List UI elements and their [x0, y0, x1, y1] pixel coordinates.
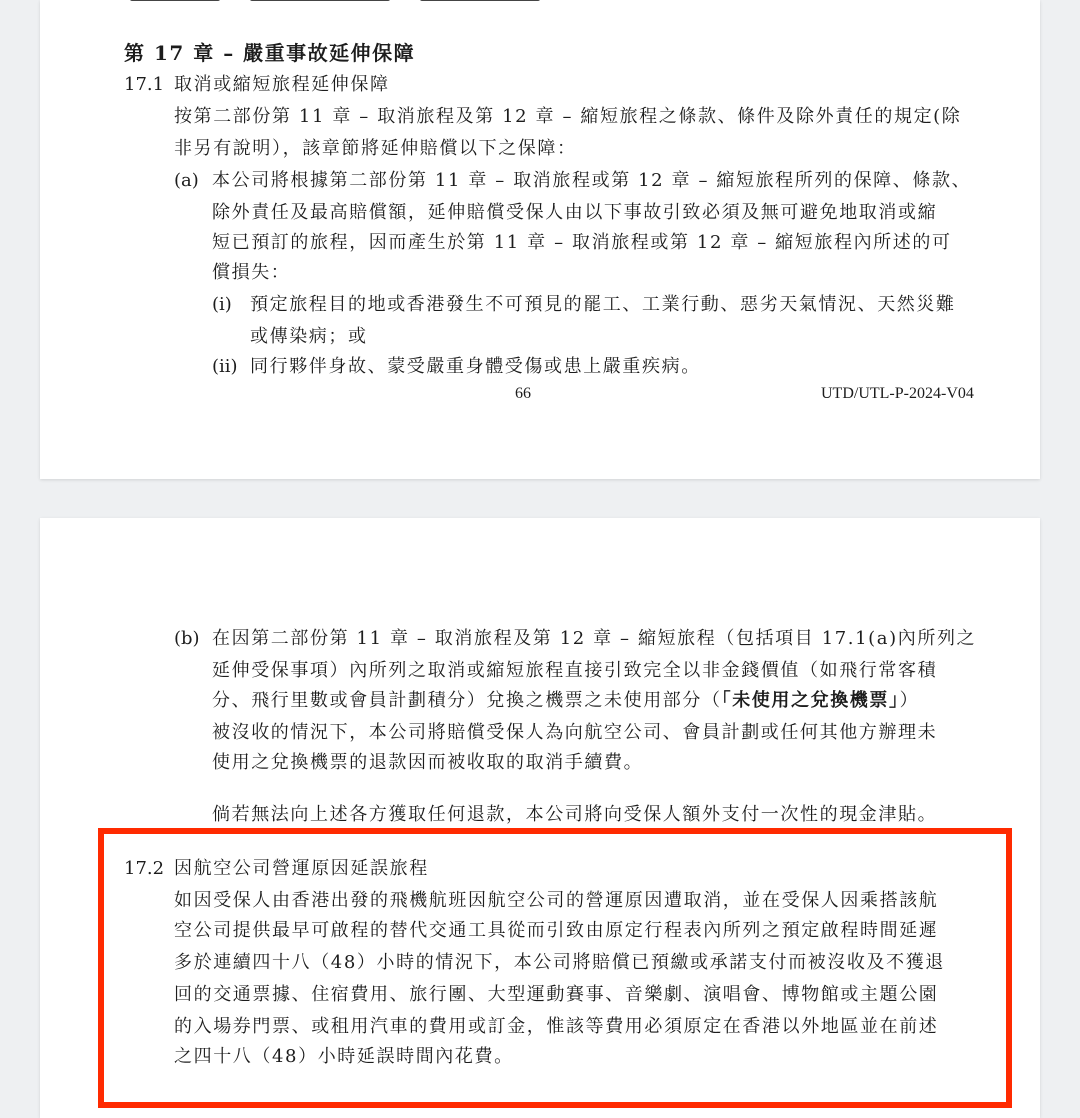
item-b-line-3 — [212, 686, 919, 716]
item-a-line-4: 償損失： — [212, 262, 291, 283]
sub-item-i-label: (i) — [212, 294, 232, 315]
item-a-label: (a) — [174, 170, 199, 191]
document-page-66 — [40, 0, 1040, 479]
item-b-label: (b) — [174, 628, 200, 649]
item-b-line-4: 被沒收的情況下，本公司將賠償受保人為向航空公司、會員計劃或任何其他方辦理未 — [212, 722, 938, 743]
item-b-extra: 倘若無法向上述各方獲取任何退款，本公司將向受保人額外支付一次性的現金津貼。 — [212, 804, 938, 825]
item-a-line-3: 短已預訂的旅程，因而產生於第 11 章 – 取消旅程或第 12 章 – 縮短旅程內所述的可 — [212, 232, 952, 253]
section-17-2-line-3: 多於連續四十八（48）小時的情況下，本公司將賠償已預繳或承諾支付而被沒收及不獲退 — [174, 952, 945, 973]
section-number: 17.1 — [124, 74, 165, 95]
chapter-heading: 第 17 章 – 嚴重事故延伸保障 — [124, 41, 416, 65]
item-b-line-1: 在因第二部份第 11 章 – 取消旅程及第 12 章 – 縮短旅程（包括項目 17.1(a)內所列之 — [212, 628, 977, 649]
section-title: 取消或縮短旅程延伸保障 — [174, 74, 390, 95]
document-code: UTD/UTL-P-2024-V04 — [821, 385, 974, 402]
sub-item-i-line-2: 或傳染病；或 — [250, 326, 368, 347]
highlight-annotation-box — [98, 828, 1012, 1108]
page-number: 66 — [515, 385, 531, 402]
item-b-line-5: 使用之兌換機票的退款因而被收取的取消手續費。 — [212, 752, 644, 773]
cut-off-text-line — [130, 0, 730, 6]
sub-item-ii-line-1: 同行夥伴身故、蒙受嚴重身體受傷或患上嚴重疾病。 — [250, 356, 701, 377]
section-17-2-number: 17.2 — [124, 858, 165, 879]
section-17-2-line-2: 空公司提供最早可啟程的替代交通工具從而引致由原定行程表內所列之預定啟程時間延遲 — [174, 920, 939, 941]
intro-line-2: 非另有說明），該章節將延伸賠償以下之保障： — [174, 138, 577, 159]
section-17-2-line-6: 之四十八（48）小時延誤時間內花費。 — [174, 1046, 514, 1067]
section-17-2-title: 因航空公司營運原因延誤旅程 — [174, 858, 429, 879]
section-17-2-line-1: 如因受保人由香港出發的飛機航班因航空公司的營運原因遭取消，並在受保人因乘搭該航 — [174, 890, 939, 911]
section-17-2-line-4: 回的交通票據、住宿費用、旅行團、大型運動賽事、音樂劇、演唱會、博物館或主題公園 — [174, 984, 939, 1005]
item-b-line-3-pre: 分、飛行里數或會員計劃積分）兌換之機票之未使用部分（ — [212, 690, 722, 711]
item-a-line-1: 本公司將根據第二部份第 11 章 – 取消旅程或第 12 章 – 縮短旅程所列的保障、條款、 — [212, 170, 972, 191]
item-b-line-2: 延伸受保事項）內所列之取消或縮短旅程直接引致完全以非金錢價值（如飛行常客積 — [212, 660, 938, 681]
section-17-2-line-5: 的入場券門票、或租用汽車的費用或訂金，惟該等費用必須原定在香港以外地區並在前述 — [174, 1016, 939, 1037]
item-a-line-2: 除外責任及最高賠償額，延伸賠償受保人由以下事故引致必須及無可避免地取消或縮 — [212, 202, 938, 223]
intro-line-1: 按第二部份第 11 章 – 取消旅程及第 12 章 – 縮短旅程之條款、條件及除外責任的規定(除 — [174, 106, 962, 127]
item-b-line-3-post: ） — [899, 690, 920, 711]
sub-item-i-line-1: 預定旅程目的地或香港發生不可預見的罷工、工業行動、惡劣天氣情況、天然災難 — [250, 294, 956, 315]
defined-term: 「未使用之兌換機票」 — [721, 690, 900, 711]
sub-item-ii-label: (ii) — [212, 356, 238, 377]
